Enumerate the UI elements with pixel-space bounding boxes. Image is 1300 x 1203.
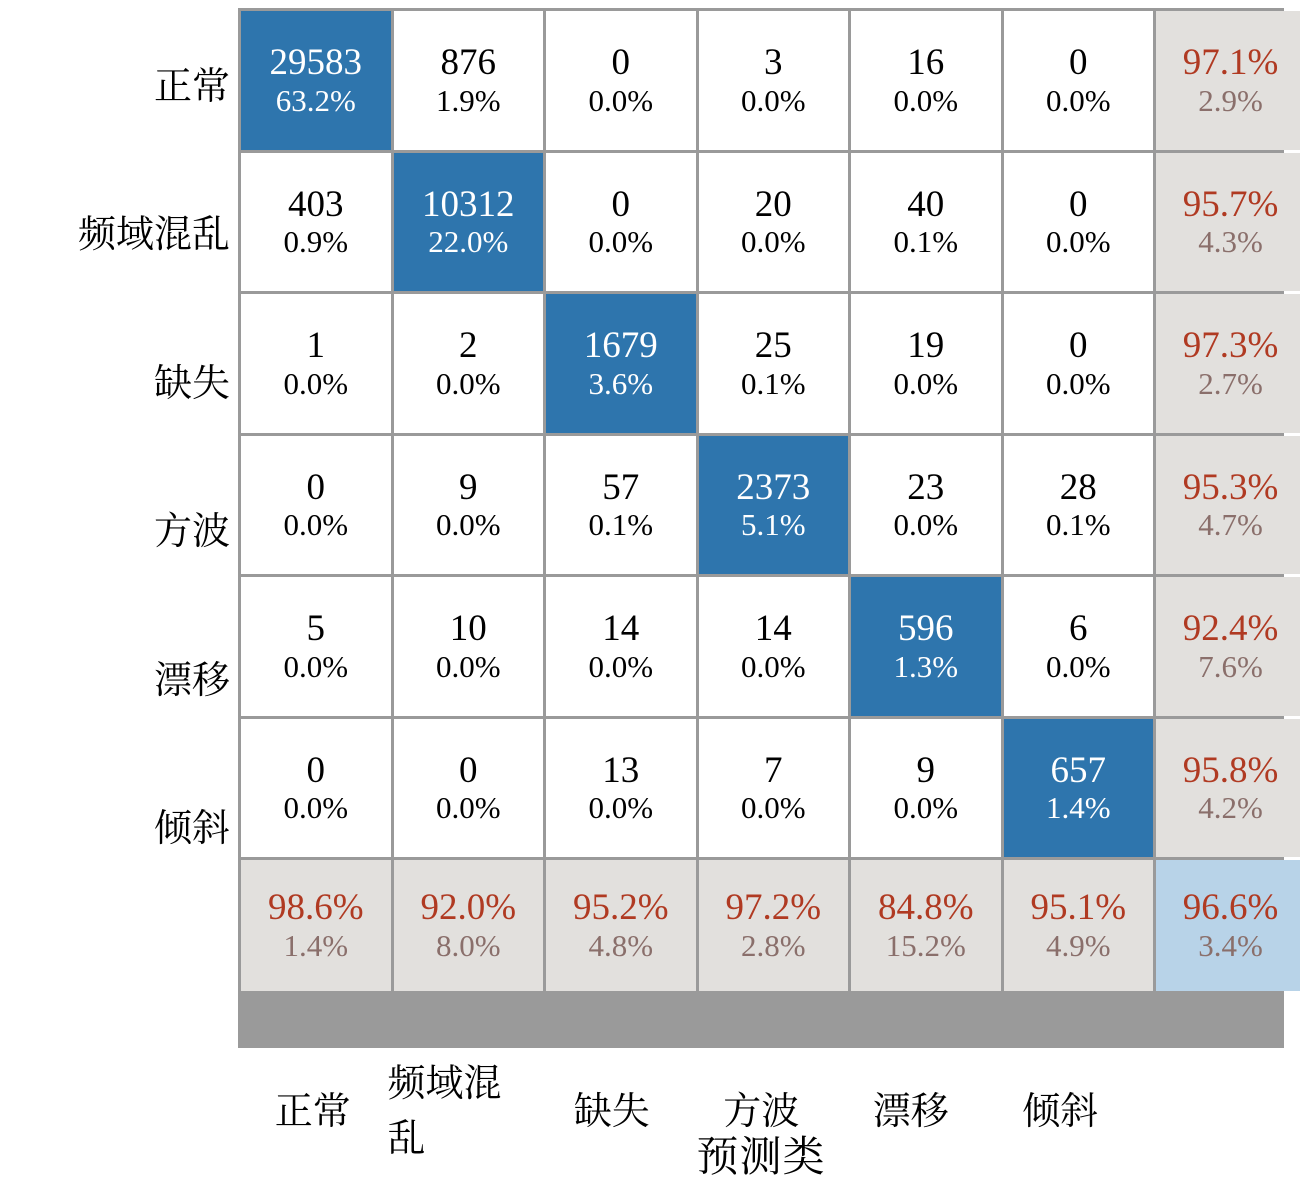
cell-count: 0	[306, 749, 325, 791]
cell-count: 0	[1069, 325, 1088, 367]
cell-count: 3	[764, 42, 783, 84]
matrix-cell	[851, 11, 1001, 150]
cell-percent: 0.0%	[435, 648, 501, 684]
cell-count: 596	[898, 608, 954, 650]
cell-count: 28	[1059, 466, 1097, 508]
column-label: 频域混乱	[387, 1063, 502, 1160]
matrix-cell	[241, 577, 391, 716]
cell-percent: 0.0%	[740, 648, 806, 684]
cell-percent: 3.6%	[588, 365, 654, 401]
cell-count: 0	[1069, 42, 1088, 84]
cell-count: 1679	[583, 325, 658, 367]
cell-percent: 0.0%	[1045, 648, 1111, 684]
cell-count: 2373	[736, 466, 811, 508]
cell-count: 6	[1069, 608, 1088, 650]
column-label: 倾斜	[1022, 1090, 1099, 1133]
matrix-cell	[699, 436, 849, 575]
matrix-cell	[1004, 436, 1154, 575]
cell-count: 14	[602, 608, 640, 650]
row-label: 方波	[153, 511, 230, 554]
column-summary-cell	[851, 860, 1001, 991]
row-summary-error: 2.9%	[1198, 82, 1263, 118]
col-summary-error: 2.8%	[740, 927, 806, 963]
cell-percent: 0.0%	[740, 790, 806, 826]
cell-percent: 0.0%	[588, 648, 654, 684]
matrix-cell	[851, 577, 1001, 716]
matrix-cell	[394, 577, 544, 716]
matrix-cell	[851, 719, 1001, 858]
cell-count: 0	[459, 749, 478, 791]
column-label: 方波	[723, 1090, 800, 1133]
row-summary-correct: 95.3%	[1182, 466, 1279, 508]
column-summary-cell	[546, 860, 696, 991]
matrix-cell	[241, 436, 391, 575]
matrix-cell	[394, 153, 544, 292]
cell-percent: 0.0%	[893, 82, 959, 118]
row-summary-cell	[1156, 719, 1300, 858]
cell-percent: 0.0%	[435, 507, 501, 543]
cell-count: 40	[907, 183, 945, 225]
cell-count: 0	[611, 42, 630, 84]
matrix-cell	[1004, 577, 1154, 716]
cell-count: 403	[288, 183, 344, 225]
cell-percent: 0.0%	[893, 365, 959, 401]
matrix-cell	[546, 11, 696, 150]
cell-count: 0	[1069, 183, 1088, 225]
cell-percent: 0.0%	[435, 365, 501, 401]
matrix-cell	[699, 153, 849, 292]
row-label: 漂移	[153, 659, 230, 702]
cell-percent: 0.0%	[893, 507, 959, 543]
row-label: 频域混乱	[77, 214, 230, 257]
row-summary-cell	[1156, 294, 1300, 433]
cell-count: 20	[754, 183, 792, 225]
col-summary-correct: 95.2%	[572, 887, 669, 929]
cell-percent: 0.0%	[588, 82, 654, 118]
row-summary-error: 2.7%	[1198, 365, 1263, 401]
cell-count: 5	[306, 608, 325, 650]
cell-percent: 5.1%	[740, 507, 806, 543]
cell-percent: 22.0%	[428, 224, 509, 260]
column-summary-cell	[699, 860, 849, 991]
row-summary-error: 7.6%	[1198, 648, 1263, 684]
col-summary-correct: 95.1%	[1030, 887, 1127, 929]
cell-percent: 0.0%	[1045, 224, 1111, 260]
col-summary-error: 8.0%	[435, 927, 501, 963]
row-summary-cell	[1156, 436, 1300, 575]
matrix-cell	[394, 294, 544, 433]
matrix-cell	[1004, 719, 1154, 858]
cell-count: 16	[907, 42, 945, 84]
cell-percent: 0.1%	[588, 507, 654, 543]
matrix-cell	[394, 719, 544, 858]
row-label-column	[60, 8, 238, 1048]
row-summary-cell	[1156, 153, 1300, 292]
cell-count: 1	[306, 325, 325, 367]
row-summary-correct: 97.1%	[1182, 42, 1279, 84]
cell-count: 9	[916, 749, 935, 791]
matrix-cell	[851, 153, 1001, 292]
cell-count: 0	[306, 466, 325, 508]
cell-count: 10	[449, 608, 487, 650]
cell-percent: 0.0%	[1045, 82, 1111, 118]
column-label: 缺失	[573, 1090, 650, 1133]
matrix-cell	[699, 577, 849, 716]
matrix-cell	[851, 436, 1001, 575]
cell-count: 57	[602, 466, 640, 508]
col-summary-error: 4.8%	[588, 927, 654, 963]
cell-percent: 1.9%	[435, 82, 501, 118]
row-summary-error: 4.3%	[1198, 224, 1263, 260]
col-summary-error: 1.4%	[283, 927, 349, 963]
matrix-cell	[546, 153, 696, 292]
row-summary-cell	[1156, 11, 1300, 150]
cell-percent: 0.0%	[1045, 365, 1111, 401]
cell-count: 13	[602, 749, 640, 791]
matrix-cell	[241, 11, 391, 150]
matrix-cell	[241, 719, 391, 858]
col-summary-correct: 92.0%	[420, 887, 517, 929]
column-label: 正常	[274, 1090, 351, 1133]
row-summary-error: 4.7%	[1198, 507, 1263, 543]
cell-percent: 63.2%	[275, 82, 356, 118]
cell-percent: 1.3%	[893, 648, 959, 684]
col-summary-correct: 98.6%	[267, 887, 364, 929]
cell-count: 10312	[422, 183, 515, 225]
cell-count: 23	[907, 466, 945, 508]
cell-percent: 0.1%	[740, 365, 806, 401]
row-summary-correct: 95.7%	[1182, 183, 1279, 225]
matrix-cell	[699, 719, 849, 858]
cell-count: 9	[459, 466, 478, 508]
cell-count: 0	[611, 183, 630, 225]
overall-accuracy-cell	[1156, 860, 1300, 991]
cell-percent: 0.0%	[283, 790, 349, 826]
cell-percent: 1.4%	[1045, 790, 1111, 826]
cell-percent: 0.0%	[893, 790, 959, 826]
matrix-cell	[1004, 294, 1154, 433]
cell-percent: 0.1%	[893, 224, 959, 260]
cell-percent: 0.0%	[740, 82, 806, 118]
cell-percent: 0.0%	[283, 648, 349, 684]
row-summary-correct: 92.4%	[1182, 608, 1279, 650]
col-summary-correct: 84.8%	[877, 887, 974, 929]
cell-percent: 0.0%	[740, 224, 806, 260]
matrix-cell	[1004, 153, 1154, 292]
cell-count: 657	[1050, 749, 1106, 791]
matrix-cell	[394, 11, 544, 150]
cell-count: 29583	[269, 42, 362, 84]
column-summary-cell	[394, 860, 544, 991]
column-summary-cell	[1004, 860, 1154, 991]
cell-percent: 0.0%	[283, 507, 349, 543]
matrix-cell	[241, 153, 391, 292]
matrix-cell	[851, 294, 1001, 433]
matrix-cell	[394, 436, 544, 575]
confusion-matrix-grid	[238, 8, 1284, 1048]
cell-count: 2	[459, 325, 478, 367]
matrix-cell	[699, 294, 849, 433]
cell-percent: 0.9%	[283, 224, 349, 260]
cell-count: 7	[764, 749, 783, 791]
row-label: 倾斜	[153, 808, 230, 851]
matrix-cell	[241, 294, 391, 433]
overall-error: 3.4%	[1198, 927, 1263, 963]
cell-count: 14	[754, 608, 792, 650]
cell-percent: 0.0%	[588, 790, 654, 826]
row-label: 正常	[153, 65, 230, 108]
row-summary-cell	[1156, 577, 1300, 716]
matrix-cell	[546, 719, 696, 858]
matrix-cell	[546, 294, 696, 433]
cell-percent: 0.0%	[435, 790, 501, 826]
cell-count: 19	[907, 325, 945, 367]
column-label: 漂移	[872, 1090, 949, 1133]
row-summary-correct: 97.3%	[1182, 325, 1279, 367]
overall-correct: 96.6%	[1182, 887, 1279, 929]
col-summary-error: 4.9%	[1045, 927, 1111, 963]
col-summary-error: 15.2%	[885, 927, 966, 963]
cell-count: 25	[754, 325, 792, 367]
cell-count: 876	[440, 42, 496, 84]
cell-percent: 0.1%	[1045, 507, 1111, 543]
cell-percent: 0.0%	[588, 224, 654, 260]
x-axis-label: 预测类	[696, 1135, 826, 1181]
matrix-cell	[699, 11, 849, 150]
matrix-cell	[1004, 11, 1154, 150]
matrix-cell	[546, 577, 696, 716]
row-summary-error: 4.2%	[1198, 790, 1263, 826]
row-summary-correct: 95.8%	[1182, 749, 1279, 791]
col-summary-correct: 97.2%	[725, 887, 822, 929]
matrix-cell	[546, 436, 696, 575]
column-summary-cell	[241, 860, 391, 991]
row-label: 缺失	[153, 362, 230, 405]
cell-percent: 0.0%	[283, 365, 349, 401]
